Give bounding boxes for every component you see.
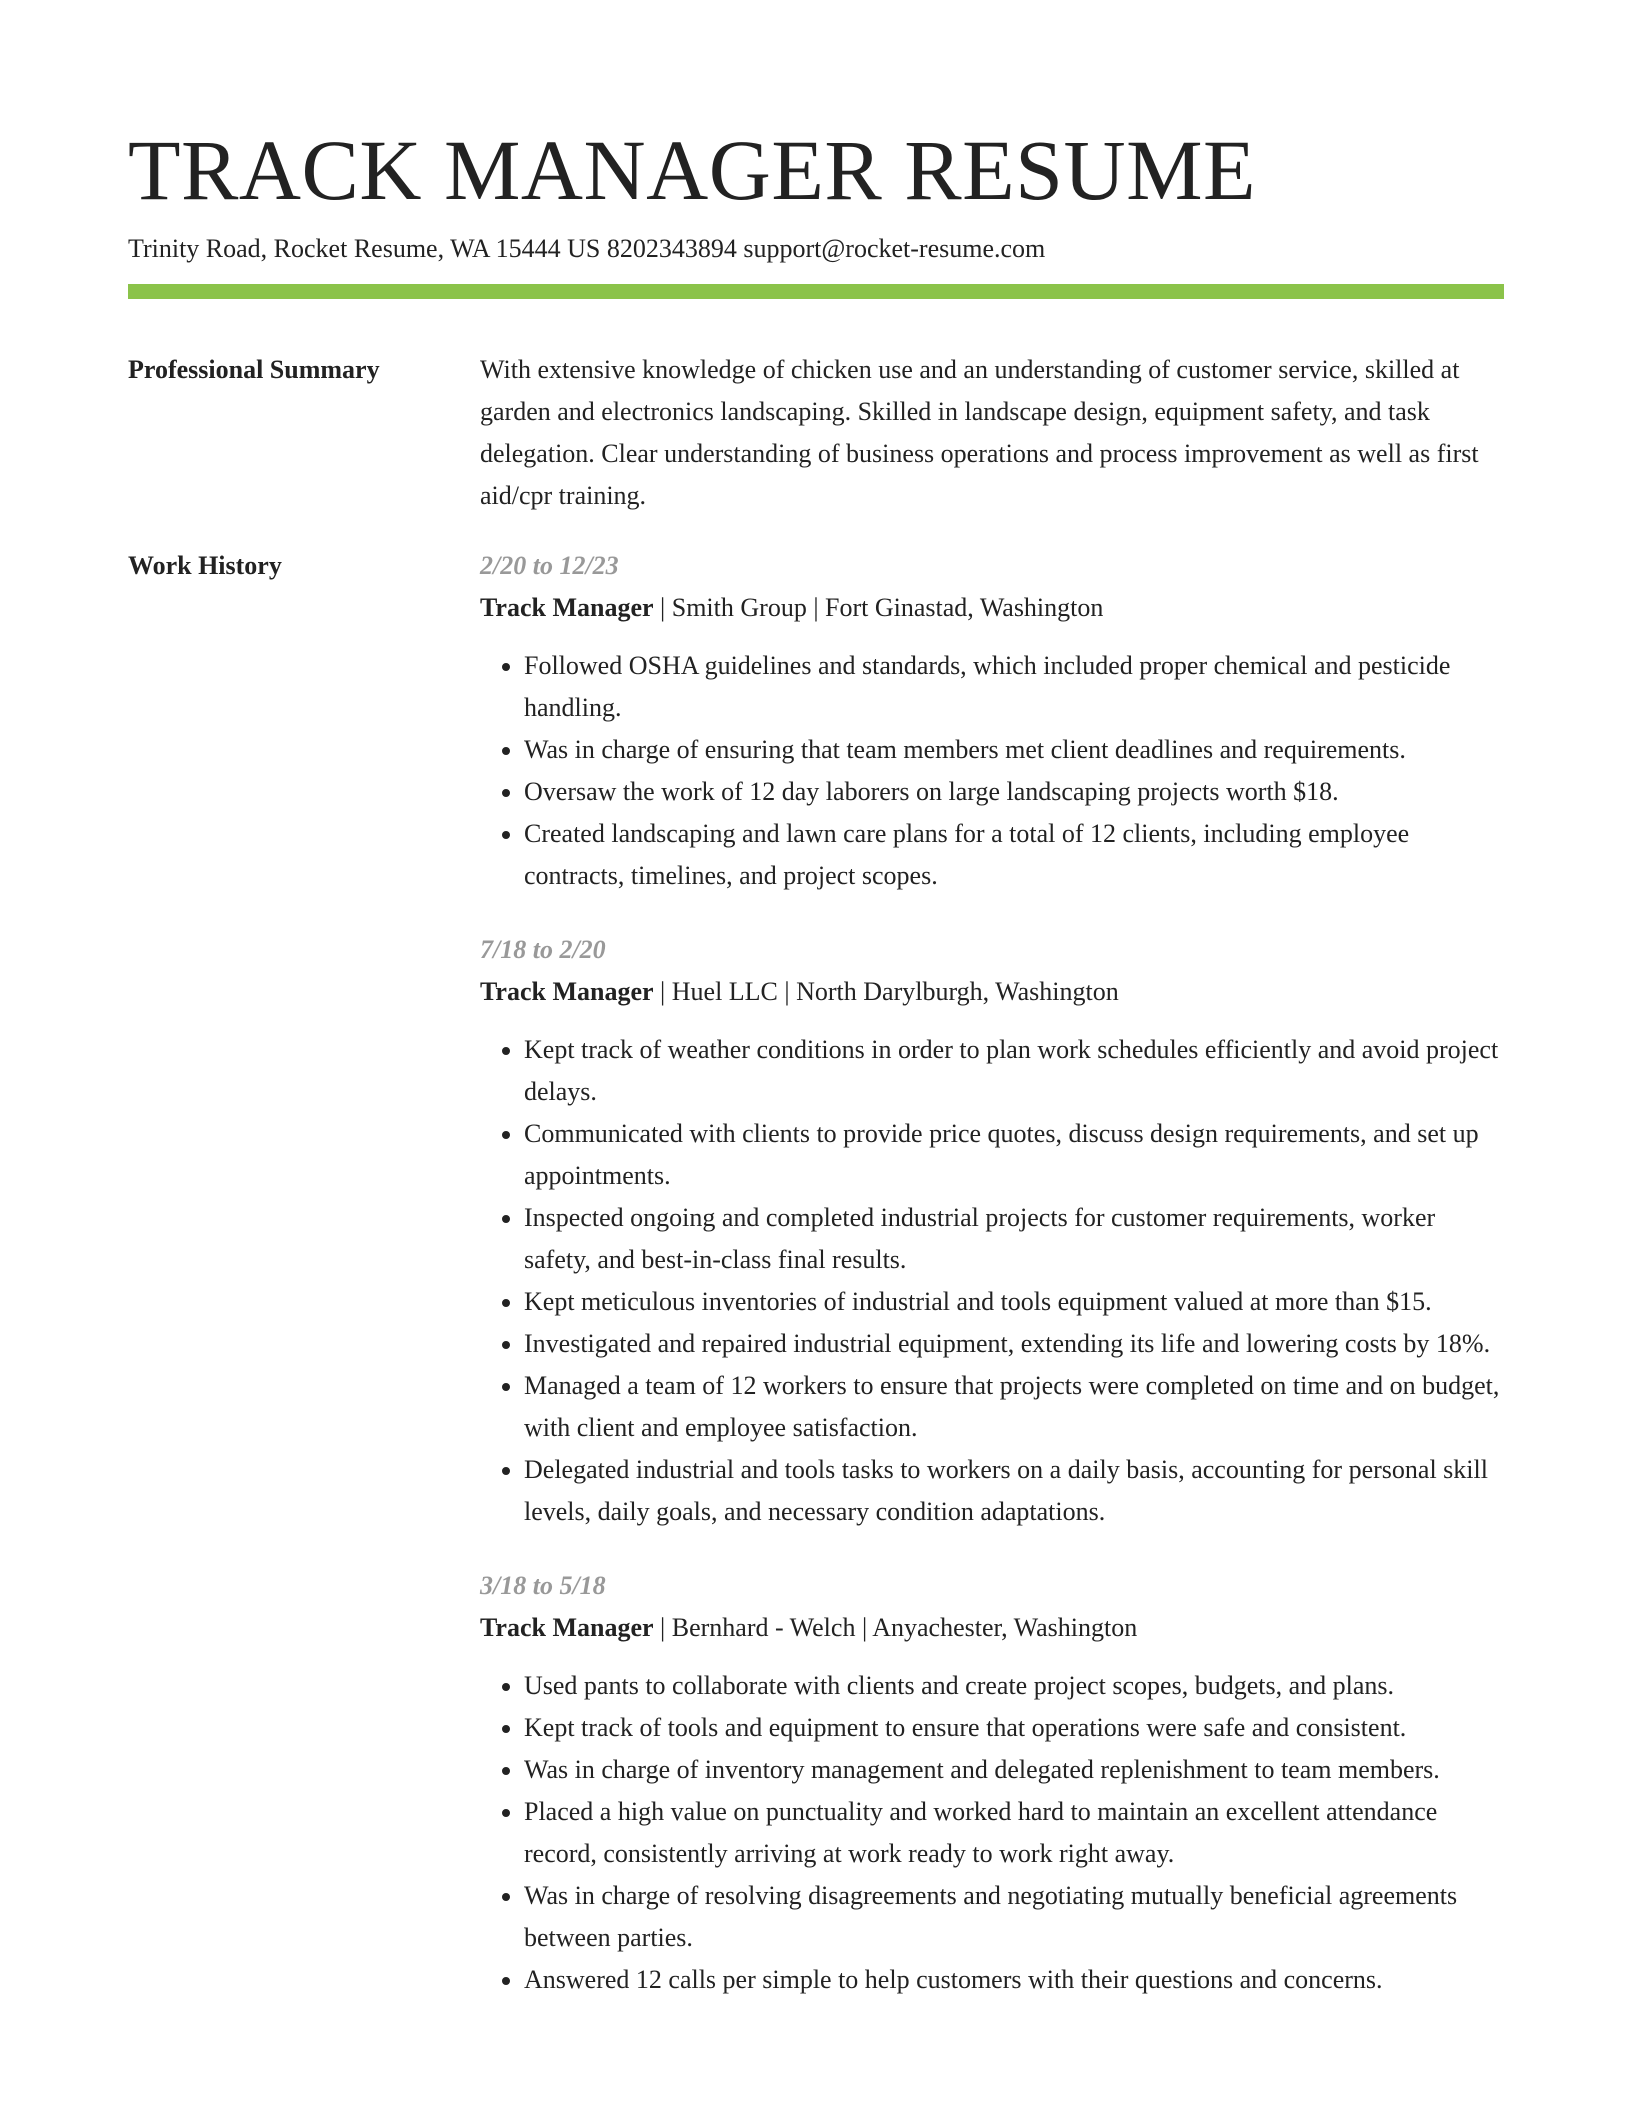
job-bullet-list: [480, 645, 1504, 897]
job-bullet: • Created landscaping and lawn care plans for a total of 12 clients, including employee contracts, timelines, and project scopes.: [524, 813, 1504, 897]
resume-title: TRACK MANAGER RESUME: [128, 122, 1257, 218]
resume-page: [128, 120, 1504, 2033]
job-heading: [480, 587, 1504, 629]
job-bullet: • Inspected ongoing and completed industrial projects for customer requirements, worker safety, and best-in-class final results.: [524, 1197, 1504, 1281]
job-heading: [480, 971, 1504, 1013]
job-bullet: • Was in charge of inventory management and delegated replenishment to team members.: [524, 1749, 1504, 1791]
job-list: [480, 545, 1504, 2033]
job-employer-location: | Smith Group | Fort Ginastad, Washington: [653, 593, 1104, 622]
job-bullet-list: [480, 1029, 1504, 1533]
job-bullet-list: [480, 1665, 1504, 2001]
job-bullet: • Managed a team of 12 workers to ensure that projects were completed on time and on budget, with client and employee satisfaction.: [524, 1365, 1504, 1449]
job-bullet: • Kept track of weather conditions in order to plan work schedules efficiently and avoid project delays.: [524, 1029, 1504, 1113]
job-heading: [480, 1607, 1504, 1649]
professional-summary-section: [128, 349, 1504, 517]
job-title: Track Manager: [480, 977, 654, 1006]
job-bullet: • Kept meticulous inventories of industrial and tools equipment valued at more than $15.: [524, 1281, 1504, 1323]
job-bullet: • Was in charge of resolving disagreements and negotiating mutually beneficial agreements between parties.: [524, 1875, 1504, 1959]
job-employer-location: | Huel LLC | North Darylburgh, Washington: [653, 977, 1119, 1006]
job-bullet: • Investigated and repaired industrial equipment, extending its life and lowering costs by 18%.: [524, 1323, 1504, 1365]
job-dates: 3/18 to 5/18: [480, 1571, 606, 1600]
job-bullet: • Answered 12 calls per simple to help customers with their questions and concerns.: [524, 1959, 1504, 2001]
job-bullet: • Placed a high value on punctuality and worked hard to maintain an excellent attendance record, consistently arriving at work ready to work right away.: [524, 1791, 1504, 1875]
job-bullet: • Was in charge of ensuring that team members met client deadlines and requirements.: [524, 729, 1504, 771]
job-dates: 2/20 to 12/23: [480, 551, 619, 580]
job-entry: [480, 929, 1504, 1533]
job-entry: [480, 545, 1504, 897]
job-bullet: • Kept track of tools and equipment to ensure that operations were safe and consistent.: [524, 1707, 1504, 1749]
job-bullet: • Communicated with clients to provide price quotes, discuss design requirements, and set up appointments.: [524, 1113, 1504, 1197]
job-title: Track Manager: [480, 1613, 654, 1642]
section-label-summary: Professional Summary: [128, 355, 380, 384]
job-entry: [480, 1565, 1504, 2001]
summary-text: With extensive knowledge of chicken use and an understanding of customer service, skilled at garden and electronics landscaping. Skilled in landscape design, equipment safety, and task delegation. Clear understanding of business operations and process improvement as well as first aid/cpr training.: [480, 355, 1479, 510]
job-bullet: • Followed OSHA guidelines and standards, which included proper chemical and pesticide handling.: [524, 645, 1504, 729]
job-bullet: • Delegated industrial and tools tasks to workers on a daily basis, accounting for personal skill levels, daily goals, and necessary condition adaptations.: [524, 1449, 1504, 1533]
job-bullet: • Used pants to collaborate with clients and create project scopes, budgets, and plans.: [524, 1665, 1504, 1707]
accent-divider: [128, 284, 1504, 299]
job-title: Track Manager: [480, 593, 654, 622]
job-bullet: • Oversaw the work of 12 day laborers on large landscaping projects worth $18.: [524, 771, 1504, 813]
work-history-section: [128, 545, 1504, 2033]
job-dates: 7/18 to 2/20: [480, 935, 606, 964]
job-employer-location: | Bernhard - Welch | Anyachester, Washington: [653, 1613, 1138, 1642]
section-label-work-history: Work History: [128, 551, 282, 580]
contact-line: Trinity Road, Rocket Resume, WA 15444 US 8202343894 support@rocket-resume.com: [128, 234, 1046, 263]
